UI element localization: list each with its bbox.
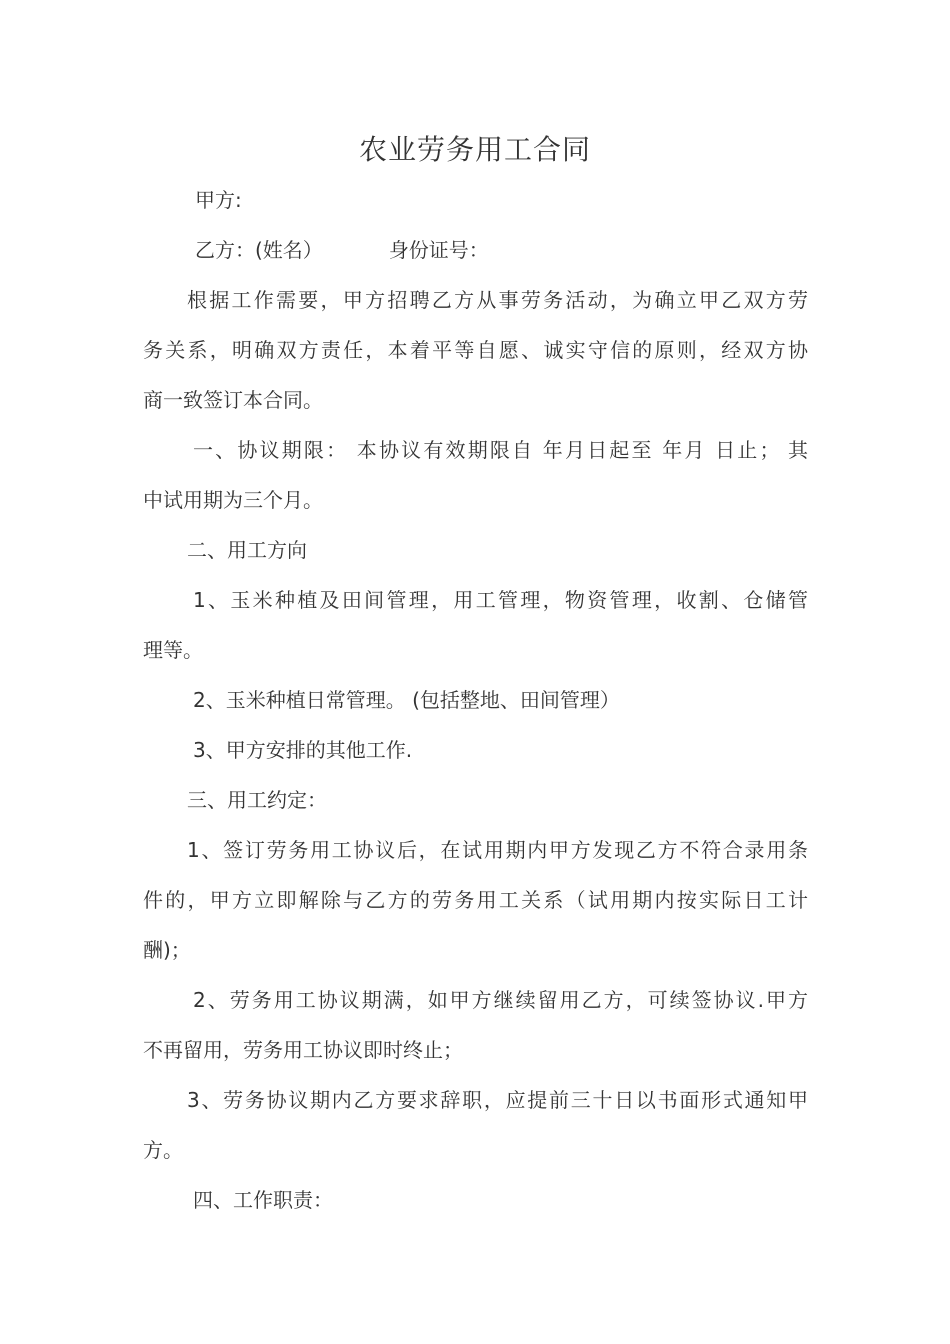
intro-line-2: 务关系，明确双方责任，本着平等自愿、诚实守信的原则，经双方协: [143, 338, 808, 362]
section-3-item-1-line-3: 酬)；: [143, 938, 191, 962]
section-2-item-1-line-2: 理等。: [143, 638, 203, 662]
section-3-item-1-line-1: 1、签订劳务用工协议后，在试用期内甲方发现乙方不符合录用条: [187, 838, 808, 862]
section-3-title: 三、用工约定：: [187, 788, 327, 812]
party-a-line: 甲方:: [195, 188, 242, 212]
section-2-item-3: 3、甲方安排的其他工作.: [193, 738, 413, 762]
intro-line-3: 商一致签订本合同。: [143, 388, 323, 412]
section-2-item-1-line-1: 1、玉米种植及田间管理，用工管理，物资管理，收割、仓储管: [193, 588, 808, 612]
section-3-item-1-line-2: 件的，甲方立即解除与乙方的劳务用工关系（试用期内按实际日工计: [143, 888, 808, 912]
section-2-item-2: 2、玉米种植日常管理。 (包括整地、田间管理）: [193, 688, 620, 712]
document-title: 农业劳务用工合同: [358, 133, 591, 166]
section-3-item-2-line-1: 2、劳务用工协议期满，如甲方继续留用乙方，可续签协议.甲方: [193, 988, 808, 1012]
section-1-line-1: 一、协议期限： 本协议有效期限自 年月日起至 年月 日止； 其: [193, 438, 808, 462]
intro-line-1: 根据工作需要，甲方招聘乙方从事劳务活动，为确立甲乙双方劳: [187, 288, 808, 312]
section-3-item-3-line-2: 方。: [143, 1138, 183, 1162]
section-3-item-2-line-2: 不再留用，劳务用工协议即时终止；: [143, 1038, 463, 1062]
section-3-item-3-line-1: 3、劳务协议期内乙方要求辞职，应提前三十日以书面形式通知甲: [187, 1088, 808, 1112]
section-1-line-2: 中试用期为三个月。: [143, 488, 323, 512]
party-b-line: [143, 232, 808, 268]
party-b-label: 乙方：(姓名）: [195, 238, 323, 262]
id-number-label: 身份证号：: [388, 238, 489, 262]
section-4-title: 四、工作职责：: [193, 1188, 333, 1212]
section-2-title: 二、用工方向: [187, 538, 307, 562]
